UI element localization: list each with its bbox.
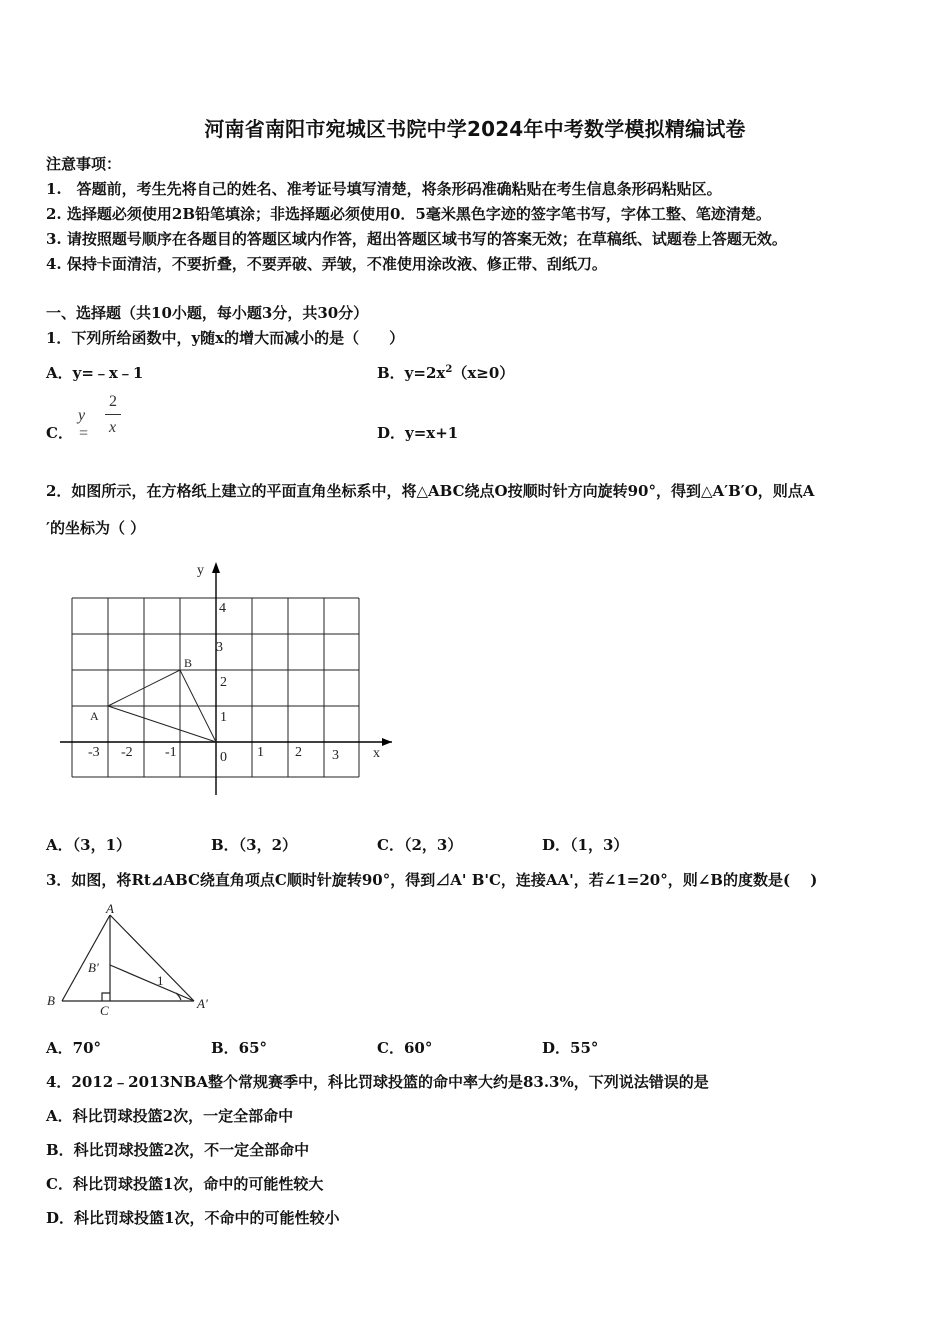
label-c: C: [100, 1003, 109, 1018]
notice-item: 4. 保持卡面清洁，不要折叠，不要弄破、弄皱，不准使用涂改液、修正带、刮纸刀。: [46, 255, 607, 273]
x-tick: 3: [332, 748, 339, 763]
label-a-prime: A′: [197, 996, 208, 1011]
x-tick: 1: [257, 745, 264, 760]
label-a: A: [106, 901, 114, 916]
q4-option-c: C．科比罚球投篮1次，命中的可能性较大: [46, 1175, 324, 1193]
notice-item: 1. 答题前，考生先将自己的姓名、准考证号填写清楚，将条形码准确粘贴在考生信息条形码粘贴区。: [46, 180, 722, 198]
q1-option-b: B．$y=2x^2(x\ge 0)$: [377, 364, 515, 382]
q4-option-d: D．科比罚球投篮1次，不命中的可能性较小: [46, 1209, 340, 1227]
y-tick: 2: [220, 675, 227, 690]
angle-label: 1: [157, 973, 164, 988]
point-a-label: A: [90, 709, 99, 723]
origin-label: 0: [220, 750, 227, 765]
question-2-stem: 2．如图所示，在方格纸上建立的平面直角坐标系中，将△ABC绕点O按顺时针方向旋转90°，得到△A′B′O，则点A: [46, 482, 815, 500]
x-tick: -2: [121, 745, 133, 760]
notice-item: 2. 选择题必须使用2B铅笔填涂；非选择题必须使用0．5毫米黑色字迹的签字笔书写，字体工整、笔迹清楚。: [46, 205, 771, 223]
y-axis-label: y: [197, 563, 204, 578]
q2-option-a: A．（3，1）: [46, 836, 132, 854]
label-b: B: [47, 993, 55, 1008]
coordinate-grid-figure: [50, 555, 410, 805]
q2-option-d: D．（1，3）: [542, 836, 629, 854]
q4-option-b: B．科比罚球投篮2次，不一定全部命中: [46, 1141, 310, 1159]
q2-option-c: C．（2，3）: [377, 836, 463, 854]
y-tick: 4: [219, 601, 226, 616]
x-tick: -3: [88, 745, 100, 760]
question-3-stem: 3．如图，将Rt⊿ABC绕直角项点C顺时针旋转90°，得到⊿A' B'C，连接AA'，若∠1=20°，则∠B的度数是( ): [46, 871, 818, 889]
q3-option-b: B．65°: [211, 1039, 268, 1057]
q3-option-d: D．55°: [542, 1039, 599, 1057]
question-1-stem: 1．下列所给函数中，y随x的增大而减小的是（ ）: [46, 329, 405, 347]
x-tick: -1: [165, 745, 177, 760]
q1-option-a: A．y=﹣x﹣1: [46, 364, 144, 382]
q2-option-b: B．（3，2）: [211, 836, 298, 854]
point-b-label: B: [184, 656, 193, 670]
question-2-stem-cont: ′的坐标为（ ）: [46, 519, 146, 537]
y-tick: 1: [220, 710, 227, 725]
question-4-stem: 4．2012﹣2013NBA整个常规赛季中，科比罚球投篮的命中率大约是83.3%，下列说法错误的是: [46, 1073, 709, 1091]
triangle-rotation-figure: [40, 898, 220, 1020]
q3-option-a: A．70°: [46, 1039, 102, 1057]
notice-item: 3. 请按照题号顺序在各题目的答题区域内作答，超出答题区域书写的答案无效；在草稿纸、试题卷上答题无效。: [46, 230, 787, 248]
q3-option-c: C．60°: [377, 1039, 433, 1057]
q4-option-a: A．科比罚球投篮2次，一定全部命中: [46, 1107, 294, 1125]
q1-option-d: D．y=x+1: [377, 424, 459, 442]
notice-heading: 注意事项：: [46, 155, 122, 173]
page-title: 河南省南阳市宛城区书院中学2024年中考数学模拟精编试卷: [204, 117, 746, 141]
x-axis-label: x: [373, 746, 380, 761]
x-tick: 2: [295, 745, 302, 760]
section-heading: 一、选择题（共10小题，每小题3分，共30分）: [46, 304, 369, 322]
q1-option-c: C．: [46, 424, 73, 442]
y-tick: 3: [216, 640, 223, 655]
label-b-prime: B′: [88, 960, 99, 975]
